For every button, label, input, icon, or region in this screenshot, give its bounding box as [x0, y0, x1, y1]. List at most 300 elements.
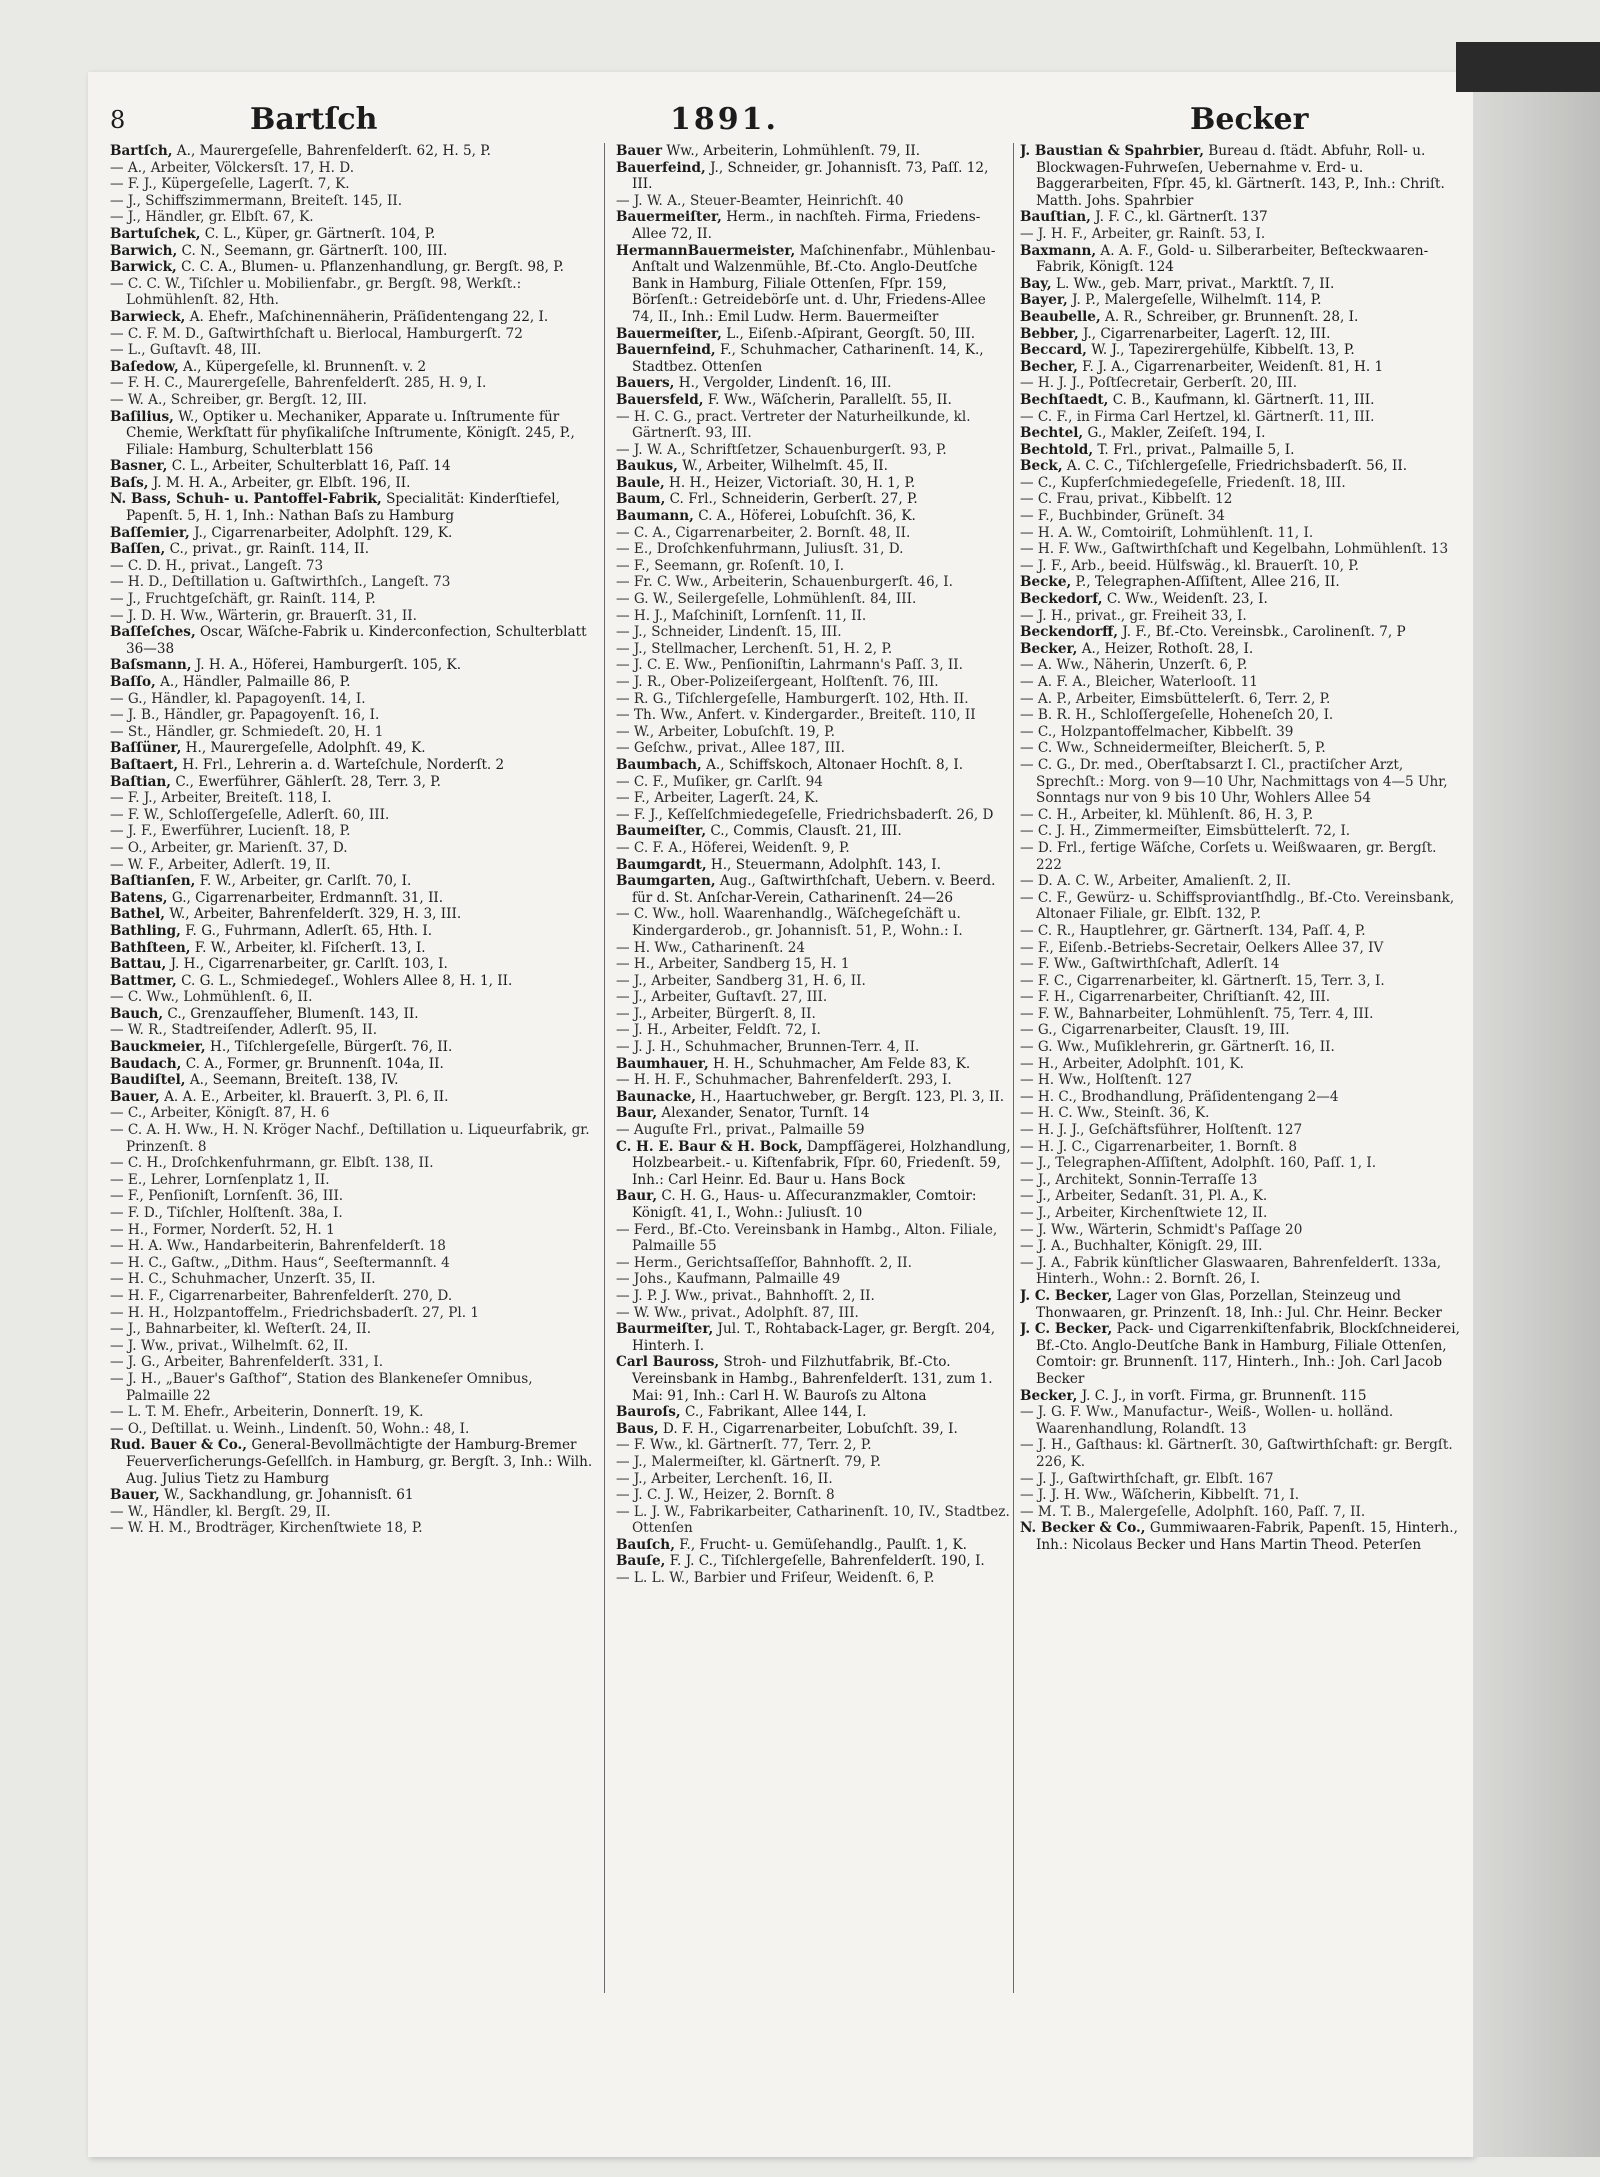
entry-surname: Baunacke,: [616, 1088, 696, 1105]
entry-details: — J. W. A., Steuer-Beamter, Heinrichſt. 40: [616, 192, 904, 209]
directory-entry: [1020, 591, 1460, 608]
directory-entry: [110, 1188, 595, 1205]
entry-surname: N. Bass, Schuh- u. Pantoffel-Fabrik,: [110, 491, 382, 508]
directory-entry: [1020, 807, 1460, 824]
entry-details: — W. F., Arbeiter, Adlerſt. 19, II.: [110, 856, 331, 873]
entry-details: G., Cigarrenarbeiter, Erdmannſt. 31, II.: [167, 889, 444, 906]
entry-details: A. A. F., Gold- u. Silberarbeiter, Beſteckwaaren-Fabrik, Königſt. 124: [1036, 242, 1429, 276]
directory-entry: [110, 989, 595, 1006]
entry-details: H., Steuermann, Adolphſt. 143, I.: [706, 856, 941, 873]
directory-entry: [616, 525, 1011, 542]
entry-details: J., Cigarrenarbeiter, Lagerſt. 12, III.: [1078, 325, 1331, 342]
directory-entry: [110, 624, 595, 657]
directory-entry: [1020, 641, 1460, 658]
entry-details: — F., Arbeiter, Lagerſt. 24, K.: [616, 790, 819, 807]
entry-details: — C. F. M. D., Gaſtwirthſchaft u. Bierlocal, Hamburgerſt. 72: [110, 325, 523, 342]
entry-details: — F. J., Küpergeſelle, Lagerſt. 7, K.: [110, 176, 350, 193]
directory-entry: [616, 1454, 1011, 1471]
entry-details: — J. H., privat., gr. Freiheit 33, I.: [1020, 607, 1247, 624]
entry-details: — C. A. H. Ww., H. N. Kröger Nachf., Deſtillation u. Liqueurfabrik, gr. Prinzenſt. 8: [110, 1122, 590, 1155]
directory-entry: [110, 674, 595, 691]
entry-surname: Battmer,: [110, 972, 177, 989]
entry-details: — A. Ww., Näherin, Unzerſt. 6, P.: [1020, 657, 1248, 674]
directory-entry: [1020, 624, 1460, 641]
directory-entry: [110, 392, 595, 409]
entry-surname: Baumann,: [616, 508, 694, 525]
directory-entry: [1020, 475, 1460, 492]
entry-details: — J. C. J. W., Heizer, 2. Bornſt. 8: [616, 1487, 835, 1504]
directory-entry: [1020, 1172, 1460, 1189]
directory-entry: [110, 873, 595, 890]
directory-entry: [110, 326, 595, 343]
entry-details: — J., Stellmacher, Lerchenſt. 51, H. 2, P.: [616, 640, 893, 657]
entry-details: — D. Frl., fertige Wäſche, Corſets u. Weißwaaren, gr. Bergſt. 222: [1020, 839, 1437, 873]
entry-surname: Bebber,: [1020, 325, 1079, 342]
entry-surname: Baumeiſter,: [616, 823, 707, 840]
directory-entry: [616, 624, 1011, 641]
entry-details: — J., Malermeiſter, kl. Gärtnerſt. 79, P.: [616, 1453, 881, 1470]
directory-entry: [616, 1105, 1011, 1122]
entry-surname: Bauer,: [110, 1088, 160, 1105]
entry-surname: Bechſtaedt,: [1020, 391, 1109, 408]
directory-entry: [110, 906, 595, 923]
entry-details: — H. F. Ww., Gaſtwirthſchaft und Kegelbahn, Lohmühlenſt. 13: [1020, 541, 1449, 558]
entry-surname: Baſilius,: [110, 408, 174, 425]
entry-details: — G. W., Seilergeſelle, Lohmühlenſt. 84, III.: [616, 591, 917, 608]
entry-details: — J., Arbeiter, Kirchenſtwiete 12, II.: [1020, 1205, 1268, 1221]
entry-surname: Bauſtian,: [1020, 209, 1091, 226]
entry-details: A. R., Schreiber, gr. Brunnenſt. 28, I.: [1100, 308, 1359, 325]
entry-details: — F., Seemann, gr. Roſenſt. 10, I.: [616, 557, 845, 574]
entry-surname: J. Baustian & Spahrbier,: [1020, 143, 1204, 159]
entry-surname: Basner,: [110, 458, 168, 475]
entry-details: G., Makler, Zeiſeſt. 194, I.: [1083, 425, 1266, 442]
entry-details: — Th. Ww., Anfert. v. Kindergarder., Breiteſt. 110, II: [616, 707, 976, 724]
entry-surname: Baxmann,: [1020, 242, 1097, 259]
entry-details: — J. H., Gaſthaus: kl. Gärtnerſt. 30, Gaſtwirthſchaft: gr. Bergſt. 226, K.: [1020, 1437, 1453, 1470]
directory-entry: [110, 1238, 595, 1255]
directory-entry: [110, 1172, 595, 1189]
entry-details: — H. F., Cigarrenarbeiter, Bahrenfelderſt. 270, D.: [110, 1287, 453, 1304]
entry-surname: Baſſüner,: [110, 740, 182, 757]
directory-entry: [1020, 1388, 1460, 1405]
directory-entry: [110, 209, 595, 226]
entry-surname: Barwieck,: [110, 308, 186, 325]
directory-entry: [616, 641, 1011, 658]
directory-entry: [616, 691, 1011, 708]
directory-entry: [616, 1570, 1011, 1587]
entry-surname: Batens,: [110, 889, 168, 906]
directory-entry: [616, 873, 1011, 906]
entry-surname: Bauernfeind,: [616, 342, 716, 359]
entry-details: — H. C., Schuhmacher, Unzerſt. 35, II.: [110, 1271, 376, 1288]
page-header: [110, 100, 1450, 144]
entry-details: Bureau d. ſtädt. Abfuhr, Roll- u. Blockwagen-Fuhrweſen, Uebernahme v. Erd- u. Baggerarbeiten, Fſpr. 45, kl. Gärtnerſt. 143, P., Inh.: Chriſt. Matth. Johs. Spahrbier: [1036, 143, 1445, 209]
directory-entry: [110, 940, 595, 957]
entry-details: — C. Ww., holl. Waarenhandlg., Wäſchegeſchäft u. Kindergarderob., gr. Johannisſt. 51, P., Wohn.: I.: [616, 906, 963, 939]
directory-entry: [110, 1404, 595, 1421]
entry-surname: Baſſen,: [110, 541, 166, 558]
directory-entry: [110, 890, 595, 907]
directory-entry: [110, 160, 595, 177]
entry-details: W., Sackhandlung, gr. Johannisſt. 61: [159, 1487, 414, 1504]
entry-details: — M. T. B., Malergeſelle, Adolphſt. 160, Paſſ. 7, II.: [1020, 1503, 1366, 1520]
directory-entry: [110, 1520, 595, 1537]
entry-surname: Barwick,: [110, 259, 177, 276]
entry-details: — J. H. F., Arbeiter, gr. Rainſt. 53, I.: [1020, 225, 1266, 242]
directory-entry: [110, 1122, 595, 1155]
entry-surname: Bauers,: [616, 375, 675, 392]
entry-surname: Baſſemier,: [110, 524, 190, 541]
entry-details: — J. F., Arb., beeid. Hülfswäg., kl. Brauerſt. 10, P.: [1020, 557, 1359, 574]
entry-details: — Geſchw., privat., Allee 187, III.: [616, 740, 845, 757]
directory-entry: [1020, 392, 1460, 409]
entry-details: — W. R., Stadtreiſender, Adlerſt. 95, II.: [110, 1022, 378, 1039]
entry-details: J. C. J., in vorſt. Firma, gr. Brunnenſt. 115: [1077, 1387, 1367, 1404]
entry-surname: Baſs,: [110, 474, 149, 491]
directory-entry: [110, 790, 595, 807]
directory-entry: [110, 1089, 595, 1106]
directory-entry: [110, 243, 595, 260]
directory-entry: [110, 1371, 595, 1404]
entry-details: — F. Ww., kl. Gärtnerſt. 77, Terr. 2, P.: [616, 1437, 872, 1454]
entry-surname: Bayer,: [1020, 292, 1068, 309]
entry-surname: Baurmeiſter,: [616, 1321, 714, 1338]
entry-details: W. J., Tapezirergehülfe, Kibbelſt. 13, P.: [1086, 342, 1355, 359]
entry-details: — J. J., Gaſtwirthſchaft, gr. Elbſt. 167: [1020, 1470, 1274, 1487]
entry-details: Stroh- und Filzhutfabrik, Bf.-Cto. Vereinsbank in Hambg., Bahrenfelderſt. 131, zum 1. Mai: 91, Inh.: Carl H. W. Bauroſs zu Altona: [632, 1354, 993, 1404]
directory-entry: [110, 973, 595, 990]
entry-surname: Rud. Bauer & Co.,: [110, 1437, 247, 1454]
directory-entry: [1020, 226, 1460, 243]
entry-details: C. A., Former, gr. Brunnenſt. 104a, II.: [181, 1055, 444, 1072]
directory-entry: [616, 790, 1011, 807]
entry-surname: Bauſe,: [616, 1553, 666, 1570]
entry-details: — A. F. A., Bleicher, Waterlooſt. 11: [1020, 674, 1258, 690]
entry-surname: Bartſch,: [110, 143, 173, 159]
entry-details: J. H. A., Höferei, Hamburgerſt. 105, K.: [191, 657, 462, 674]
entry-details: C. L., Arbeiter, Schulterblatt 16, Paſſ. 14: [167, 458, 451, 475]
entry-details: J. P., Malergeſelle, Wilhelmſt. 114, P.: [1067, 292, 1322, 309]
entry-details: — W. A., Schreiber, gr. Bergſt. 12, III.: [110, 391, 367, 408]
directory-entry: [616, 774, 1011, 791]
entry-surname: Baſsmann,: [110, 657, 192, 674]
entry-details: — J., Arbeiter, Sedanſt. 31, Pl. A., K.: [1020, 1188, 1268, 1205]
entry-details: C. A., Höferei, Lobuſchſt. 36, K.: [693, 508, 916, 525]
directory-entry: [110, 1255, 595, 1272]
entry-details: — O., Deſtillat. u. Weinh., Lindenſt. 50, Wohn.: 48, I.: [110, 1420, 470, 1437]
entry-details: Lager von Glas, Porzellan, Steinzeug und Thonwaaren, gr. Prinzenſt. 18, Inh.: Jul. Chr. Heinr. Becker: [1036, 1287, 1442, 1321]
facing-page-edge: [1473, 72, 1600, 2157]
directory-entry: [616, 1188, 1011, 1221]
directory-entry: [1020, 508, 1460, 525]
entry-surname: Baſſeſches,: [110, 624, 196, 641]
directory-entry: [110, 1321, 595, 1338]
entry-details: F. J. C., Tiſchlergeſelle, Bahrenfelderſt. 190, I.: [665, 1553, 985, 1570]
entry-details: — Ferd., Bf.-Cto. Vereinsbank in Hambg., Alton. Filiale, Palmaille 55: [616, 1221, 998, 1255]
directory-entry: [110, 458, 595, 475]
directory-entry: [616, 160, 1011, 193]
directory-entry: [616, 1072, 1011, 1089]
directory-entry: [616, 1056, 1011, 1073]
entry-details: — G., Cigarrenarbeiter, Clausſt. 19, III.: [1020, 1022, 1290, 1039]
directory-entry: [1020, 890, 1460, 923]
directory-entry: [110, 558, 595, 575]
directory-entry: [616, 193, 1011, 210]
entry-details: — W., Arbeiter, Lobuſchſt. 19, P.: [616, 723, 835, 740]
directory-entry: [110, 1421, 595, 1438]
directory-entry: [1020, 326, 1460, 343]
entry-details: — L. L. W., Barbier und Friſeur, Weidenſt. 6, P.: [616, 1570, 935, 1587]
directory-entry: [1020, 1105, 1460, 1122]
directory-entry: [110, 525, 595, 542]
entry-details: — J. R., Ober-Polizeiſergeant, Holſtenſt. 76, III.: [616, 674, 939, 690]
entry-details: — J. F., Ewerführer, Lucienſt. 18, P.: [110, 823, 351, 840]
directory-entry: [616, 1504, 1011, 1537]
entry-details: H. H., Schuhmacher, Am Felde 83, K.: [708, 1055, 971, 1072]
entry-surname: Baſtaert,: [110, 756, 179, 773]
entry-details: — C., Arbeiter, Königſt. 87, H. 6: [110, 1105, 330, 1122]
directory-entry: [1020, 973, 1460, 990]
entry-details: Specialität: Kinderſtiefel, Papenſt. 5, H. 1, Inh.: Nathan Baſs zu Hamburg: [126, 491, 560, 525]
entry-details: — F. J., Keſſelſchmiedegeſelle, Friedrichsbaderſt. 26, D: [616, 806, 994, 823]
left-running-head: Bartſch: [250, 102, 378, 137]
entry-surname: Carl Bauross,: [616, 1354, 720, 1371]
directory-entry: [110, 226, 595, 243]
directory-entry: [616, 906, 1011, 939]
entry-details: — J., Arbeiter, Bürgerſt. 8, II.: [616, 1005, 816, 1022]
directory-entry: [616, 409, 1011, 442]
entry-surname: Becke,: [1020, 574, 1072, 591]
scan-border: [1456, 42, 1600, 92]
directory-entry: [110, 956, 595, 973]
directory-entry: [110, 657, 595, 674]
entry-details: — J. D. H. Ww., Wärterin, gr. Brauerſt. 31, II.: [110, 607, 417, 624]
entry-surname: Baſtianſen,: [110, 873, 196, 890]
directory-entry: [616, 375, 1011, 392]
directory-entry: [1020, 1089, 1460, 1106]
entry-details: A. A. E., Arbeiter, kl. Brauerſt. 3, Pl. 6, II.: [159, 1088, 449, 1105]
entry-details: — F. D., Tiſchler, Holſtenſt. 38a, I.: [110, 1205, 343, 1221]
entry-details: — A. P., Arbeiter, Eimsbüttelerſt. 6, Terr. 2, P.: [1020, 690, 1331, 707]
entry-details: — J. A., Fabrik künſtlicher Glaswaaren, Bahrenfelderſt. 133a, Hinterh., Wohn.: 2. Bornſt. 26, I.: [1020, 1254, 1442, 1288]
directory-entry: [110, 276, 595, 309]
entry-surname: Baumbach,: [616, 756, 702, 773]
directory-entry: [1020, 1288, 1460, 1321]
directory-entry: [616, 973, 1011, 990]
entry-surname: Beckedorf,: [1020, 591, 1103, 608]
entry-surname: Beckendorff,: [1020, 624, 1118, 641]
entry-details: H., Haartuchweber, gr. Bergſt. 123, Pl. 3, II.: [695, 1088, 1005, 1105]
entry-details: — E., Lehrer, Lornſenplatz 1, II.: [110, 1171, 330, 1188]
entry-details: F. W., Arbeiter, kl. Fiſcherſt. 13, I.: [190, 939, 426, 956]
entry-details: Maſchinenfabr., Mühlenbau-Anſtalt und Walzenmühle, Bf.-Cto. Anglo-Deutſche Bank in Hamburg, Filiale Ottenſen, Fſpr. 159, Börſenſt.: Getreidebörſe unt. d. Uhr, Friedens-Allee 74, II., Inh.: Emil Ludw. Herm. Bauermeiſter: [632, 242, 996, 325]
directory-entry: [1020, 840, 1460, 873]
directory-entry: [1020, 1039, 1460, 1056]
directory-entry: [616, 1139, 1011, 1189]
directory-entry: [110, 807, 595, 824]
entry-details: C. C. A., Blumen- u. Pflanzenhandlung, gr. Bergſt. 98, P.: [176, 259, 564, 276]
entry-surname: J. C. Becker,: [1020, 1321, 1113, 1338]
entry-details: — W. H. M., Brodträger, Kirchenſtwiete 18, P.: [110, 1520, 423, 1537]
entry-details: — C. H., Arbeiter, kl. Mühlenſt. 86, H. 3, P.: [1020, 806, 1314, 823]
entry-details: A., Seemann, Breiteſt. 138, IV.: [185, 1072, 399, 1089]
directory-entry: [616, 442, 1011, 459]
entry-details: — H. Ww., Catharinenſt. 24: [616, 939, 806, 956]
directory-entry: [1020, 873, 1460, 890]
directory-entry: [1020, 1022, 1460, 1039]
entry-details: — C. F. A., Höferei, Weidenſt. 9, P.: [616, 839, 850, 856]
directory-entry: [110, 840, 595, 857]
entry-surname: Bartuſchek,: [110, 225, 201, 242]
entry-surname: Becher,: [1020, 358, 1078, 375]
directory-entry: [110, 1105, 595, 1122]
directory-entry: [1020, 1321, 1460, 1387]
directory-entry: [110, 1338, 595, 1355]
directory-entry: [110, 857, 595, 874]
entry-details: — C. C. W., Tiſchler u. Mobilienfabr., gr. Bergſt. 98, Werkſt.: Lohmühlenſt. 82, Hth.: [110, 275, 522, 309]
entry-details: — J., Schiffszimmermann, Breiteſt. 145, II.: [110, 192, 403, 209]
entry-details: — C. G., Dr. med., Oberſtabsarzt I. Cl., practiſcher Arzt, Sprechſt.: Morg. von 9—10 Uhr, Nachmittags von 4—5 Uhr, Sonntags nur von 9 bis 10 Uhr, Wohlers Allee 54: [1020, 756, 1448, 807]
entry-details: — H. A. W., Comtoiriſt, Lohmühlenſt. 11, I.: [1020, 524, 1314, 541]
entry-details: — H. C. Ww., Steinſt. 36, K.: [1020, 1105, 1210, 1122]
entry-details: — C. F., Muſiker, gr. Carlſt. 94: [616, 773, 823, 790]
directory-entry: [110, 1022, 595, 1039]
entry-details: — H. H., Holzpantoffelm., Friedrichsbaderſt. 27, Pl. 1: [110, 1304, 480, 1321]
directory-entry: [1020, 1006, 1460, 1023]
directory-entry: [1020, 558, 1460, 575]
entry-details: A., Maurergeſelle, Bahrenfelderſt. 62, H. 5, P.: [172, 143, 492, 159]
entry-details: J. F., Bf.-Cto. Vereinsbk., Carolinenſt. 7, P: [1118, 624, 1406, 641]
directory-entry: [1020, 691, 1460, 708]
directory-entry: [110, 1288, 595, 1305]
entry-details: — A., Arbeiter, Völckersſt. 17, H. D.: [110, 159, 355, 176]
entry-surname: Bauroſs,: [616, 1404, 681, 1421]
directory-entry: [110, 1205, 595, 1222]
directory-entry: [616, 1404, 1011, 1421]
directory-entry: [110, 1056, 595, 1073]
entry-details: C., Ewerführer, Gählerſt. 28, Terr. 3, P.: [171, 773, 441, 790]
directory-entry: [1020, 425, 1460, 442]
entry-surname: Baur,: [616, 1188, 658, 1205]
directory-entry: [1020, 458, 1460, 475]
directory-entry: [616, 956, 1011, 973]
entry-details: — H. C., Brodhandlung, Präſidentengang 2—4: [1020, 1088, 1339, 1105]
entry-surname: Baum,: [616, 491, 666, 508]
entry-surname: Beck,: [1020, 458, 1063, 475]
directory-entry: [616, 940, 1011, 957]
entry-details: — H. Ww., Holſtenſt. 127: [1020, 1072, 1193, 1089]
entry-details: — G. Ww., Muſiklehrerin, gr. Gärtnerſt. 16, II.: [1020, 1039, 1335, 1056]
directory-entry: [616, 475, 1011, 492]
entry-surname: Battau,: [110, 956, 167, 973]
directory-entry: [110, 707, 595, 724]
directory-entry: [110, 1305, 595, 1322]
directory-entry: [110, 176, 595, 193]
directory-entry: [1020, 1155, 1460, 1172]
entry-details: — J. Ww., privat., Wilhelmſt. 62, II.: [110, 1337, 349, 1354]
directory-entry: [1020, 276, 1460, 293]
entry-details: — W., Händler, kl. Bergſt. 29, II.: [110, 1503, 331, 1520]
directory-entry: [616, 1321, 1011, 1354]
entry-details: Herm., in nachſteh. Firma, Friedens-Allee 72, II.: [632, 209, 981, 242]
directory-entry: [110, 1504, 595, 1521]
entry-surname: Baumgarten,: [616, 873, 716, 890]
entry-details: — F., Buchbinder, Grüneſt. 34: [1020, 508, 1225, 525]
directory-entry: [1020, 956, 1460, 973]
entry-details: — C. F., in Firma Carl Hertzel, kl. Gärtnerſt. 11, III.: [1020, 408, 1375, 425]
entry-details: — E., Droſchkenfuhrmann, Juliusſt. 31, D.: [616, 541, 904, 558]
entry-surname: Bauersfeld,: [616, 391, 704, 408]
entry-details: Oscar, Wäſche-Fabrik u. Kinderconfection, Schulterblatt 36—38: [126, 624, 587, 657]
entry-details: P., Telegraphen-Aſſiſtent, Allee 216, II.: [1071, 574, 1340, 591]
entry-details: — F. C., Cigarrenarbeiter, kl. Gärtnerſt. 15, Terr. 3, I.: [1020, 972, 1385, 989]
directory-entry: [1020, 989, 1460, 1006]
entry-details: F. W., Arbeiter, gr. Carlſt. 70, I.: [195, 873, 412, 890]
directory-entry: [1020, 1437, 1460, 1470]
directory-entry: [616, 1288, 1011, 1305]
entry-details: — J. G., Arbeiter, Bahrenfelderſt. 331, I.: [110, 1354, 384, 1371]
directory-entry: [1020, 823, 1460, 840]
entry-surname: Beccard,: [1020, 342, 1087, 359]
entry-details: — C. Frau, privat., Kibbelſt. 12: [1020, 491, 1233, 508]
entry-details: C. L., Küper, gr. Gärtnerſt. 104, P.: [200, 225, 436, 242]
column-2: [616, 143, 1011, 1993]
entry-surname: Bathel,: [110, 906, 166, 923]
entry-details: — Auguſte Frl., privat., Palmaille 59: [616, 1122, 865, 1139]
directory-entry: [1020, 409, 1460, 426]
directory-entry: [110, 541, 595, 558]
entry-details: — Fr. C. Ww., Arbeiterin, Schauenburgerſt. 46, I.: [616, 574, 953, 591]
entry-surname: Becker,: [1020, 640, 1078, 657]
entry-details: — J. W. A., Schriftſetzer, Schauenburgerſt. 93, P.: [616, 441, 947, 458]
directory-entry: [616, 1437, 1011, 1454]
entry-surname: Bathſteen,: [110, 939, 191, 956]
directory-entry: [616, 707, 1011, 724]
directory-entry: [1020, 375, 1460, 392]
entry-details: J. H., Cigarrenarbeiter, gr. Carlſt. 103, I.: [166, 956, 448, 973]
entry-details: H., Vergolder, Lindenſt. 16, III.: [674, 375, 892, 392]
directory-entry: [110, 309, 595, 326]
directory-entry: [616, 143, 1011, 160]
directory-entry: [616, 558, 1011, 575]
entry-details: — C. Ww., Lohmühlenſt. 6, II.: [110, 989, 313, 1006]
entry-details: — C., Kupferſchmiedegeſelle, Friedenſt. 18, III.: [1020, 474, 1346, 491]
entry-surname: Bauſch,: [616, 1536, 675, 1553]
directory-entry: [110, 1354, 595, 1371]
entry-surname: Baumhauer,: [616, 1055, 709, 1072]
entry-surname: Bathling,: [110, 922, 181, 939]
entry-details: W., Arbeiter, Wilhelmſt. 45, II.: [677, 458, 888, 475]
entry-details: H. H., Heizer, Victoriaſt. 30, H. 1, P.: [664, 474, 916, 491]
entry-details: — C., Holzpantoffelmacher, Kibbelſt. 39: [1020, 723, 1294, 740]
directory-entry: [1020, 1072, 1460, 1089]
directory-entry: [616, 243, 1011, 326]
entry-details: — F. H., Cigarrenarbeiter, Chriſtianſt. 42, III.: [1020, 989, 1331, 1006]
entry-details: Aug., Gaſtwirthſchaft, Uebern. v. Beerd. für d. St. Anſchar-Verein, Catharinenſt. 24—26: [632, 873, 996, 906]
entry-details: — H., Former, Norderſt. 52, H. 1: [110, 1221, 335, 1238]
entry-details: C. Frl., Schneiderin, Gerberſt. 27, P.: [665, 491, 918, 508]
directory-entry: [110, 143, 595, 160]
entry-details: — R. G., Tiſchlergeſelle, Hamburgerſt. 102, Hth. II.: [616, 690, 969, 707]
column-divider: [604, 143, 605, 1993]
entry-details: — W. Ww., privat., Adolphſt. 87, III.: [616, 1304, 859, 1321]
directory-entry: [110, 574, 595, 591]
directory-entry: [1020, 1471, 1460, 1488]
entry-details: — J., Fruchtgeſchäft, gr. Rainſt. 114, P.: [110, 591, 376, 608]
directory-entry: [616, 1487, 1011, 1504]
entry-details: — F. Ww., Gaſtwirthſchaft, Adlerſt. 14: [1020, 956, 1280, 973]
